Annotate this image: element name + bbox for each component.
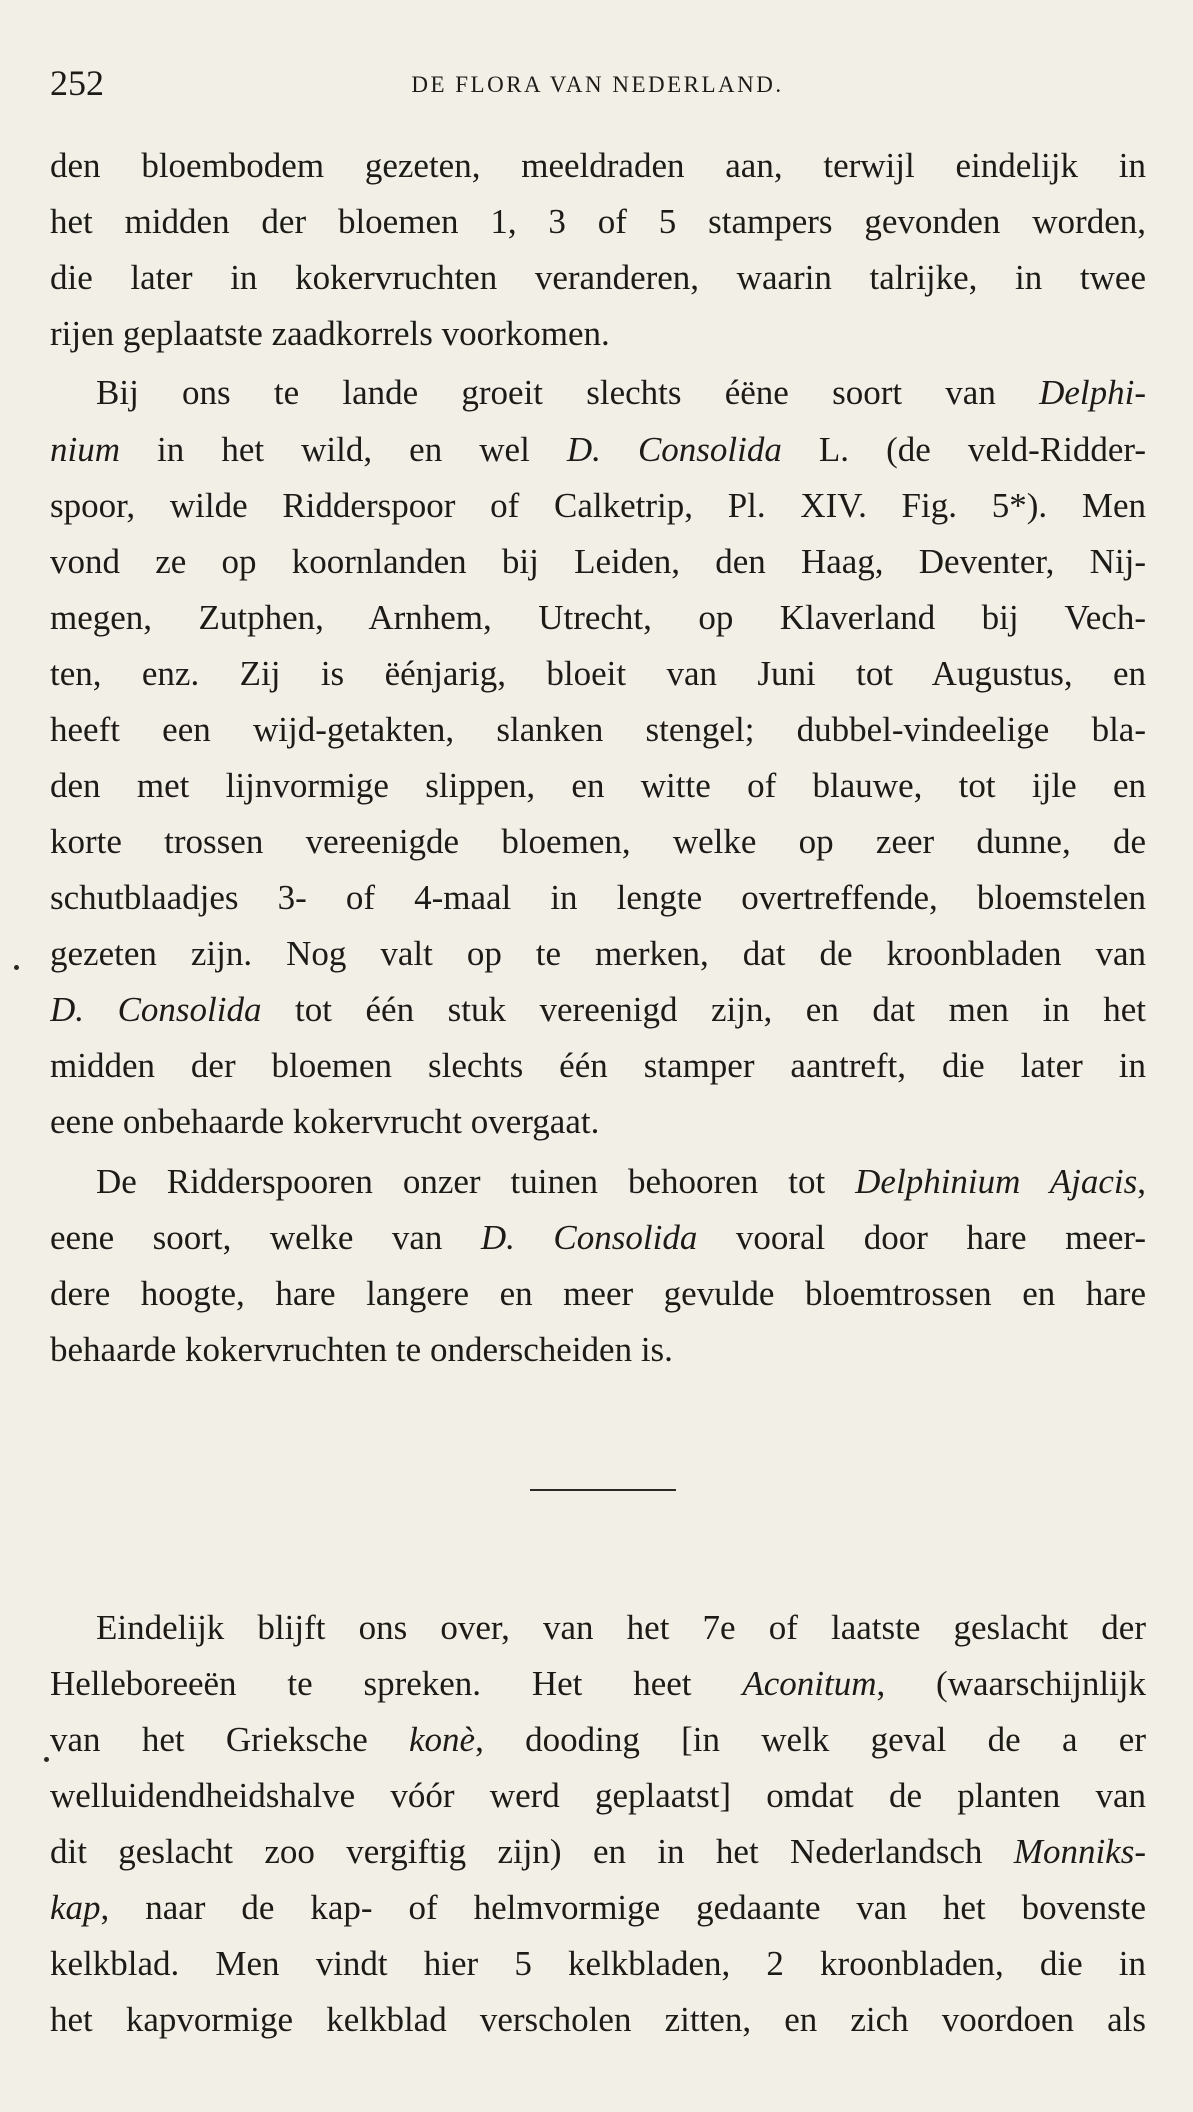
text-segment: , [1137,1162,1146,1201]
text-line [50,1944,1146,1986]
text-segment: Helleboreeën te spreken. Het heet [50,1664,743,1703]
text-line [50,146,1146,188]
text-line [50,822,1146,864]
text-segment: vooral door hare meer- [697,1218,1146,1257]
page-header [50,62,1145,102]
text-segment: het kapvormige kelkblad verscholen zitten, en zich voordoen als [50,2000,1146,2039]
italic-text: Monniks- [1013,1832,1146,1871]
italic-text: Aconitum [742,1664,877,1703]
italic-text: D. Consolida [566,430,782,469]
text-line [50,1776,1146,1818]
text-line [50,1664,1146,1706]
text-line [50,258,1146,300]
section-divider [530,1489,676,1491]
text-line [96,1162,1146,1204]
italic-text: kap [50,1888,101,1927]
text-segment: in het wild, en wel [120,430,567,469]
text-line [96,1608,1146,1650]
text-line [50,1102,1146,1144]
italic-text: D. Consolida [50,990,262,1029]
text-segment: schutblaadjes 3- of 4-maal in lengte overtreffende, bloemstelen [50,878,1146,917]
text-segment: het midden der bloemen 1, 3 of 5 stampers gevonden worden, [50,202,1146,241]
text-line [50,202,1146,244]
text-segment: , dooding [in welk geval de a er [475,1720,1146,1759]
text-segment: korte trossen vereenigde bloemen, welke op zeer dunne, de [50,822,1146,861]
text-segment: gezeten zijn. Nog valt op te merken, dat de kroonbladen van [50,934,1146,973]
text-line [50,430,1146,472]
text-segment: heeft een wijd-getakten, slanken stengel; dubbel-vindeelige bla- [50,710,1146,749]
text-line [50,654,1146,696]
margin-mark [14,965,19,970]
italic-text: konè [409,1720,476,1759]
text-line [50,598,1146,640]
text-segment: midden der bloemen slechts één stamper aantreft, die later in [50,1046,1146,1085]
text-segment: tot één stuk vereenigd zijn, en dat men in het [261,990,1146,1029]
page-number: 252 [50,63,104,103]
text-segment: den bloembodem gezeten, meeldraden aan, terwijl eindelijk in [50,146,1146,185]
text-segment: vond ze op koornlanden bij Leiden, den Haag, Deventer, Nij- [50,542,1146,581]
running-title: DE FLORA VAN NEDERLAND. [411,72,784,97]
text-line [96,373,1146,415]
text-segment: spoor, wilde Ridderspoor of Calketrip, Pl. XIV. Fig. 5*). Men [50,486,1146,525]
text-segment: , (waarschijnlijk [876,1664,1146,1703]
text-line [50,766,1146,808]
text-segment: De Ridderspooren onzer tuinen behooren tot [96,1162,856,1201]
text-line [50,1218,1146,1260]
text-line [50,2000,1146,2042]
italic-text: nium [50,430,120,469]
text-line [50,710,1146,752]
text-line [50,1046,1146,1088]
text-segment: eene onbehaarde kokervrucht overgaat. [50,1102,600,1141]
text-line [50,990,1146,1032]
text-segment: L. (de veld-Ridder- [781,430,1146,469]
text-line [50,1720,1146,1762]
text-line [50,1832,1146,1874]
text-segment: die later in kokervruchten veranderen, waarin talrijke, in twee [50,258,1146,297]
text-line [50,878,1146,920]
text-segment: Eindelijk blijft ons over, van het 7e of laatste geslacht der [96,1608,1146,1647]
text-line [50,1888,1146,1930]
italic-text: Delphi- [1039,373,1146,412]
text-segment: Bij ons te lande groeit slechts éëne soort van [96,373,1040,412]
text-segment: dit geslacht zoo vergiftig zijn) en in het Nederlandsch [50,1832,1014,1871]
italic-text: Delphinium Ajacis [855,1162,1138,1201]
text-segment: rijen geplaatste zaadkorrels voorkomen. [50,314,610,353]
text-segment: ten, enz. Zij is ëénjarig, bloeit van Juni tot Augustus, en [50,654,1146,693]
text-segment: kelkblad. Men vindt hier 5 kelkbladen, 2 kroonbladen, die in [50,1944,1146,1983]
text-segment: den met lijnvormige slippen, en witte of blauwe, tot ijle en [50,766,1146,805]
text-line [50,314,1146,356]
text-segment: van het Grieksche [50,1720,410,1759]
text-line [50,934,1146,976]
text-line [50,486,1146,528]
text-segment: behaarde kokervruchten te onderscheiden is. [50,1330,673,1369]
text-segment: megen, Zutphen, Arnhem, Utrecht, op Klaverland bij Vech- [50,598,1146,637]
italic-text: D. Consolida [480,1218,698,1257]
text-segment: dere hoogte, hare langere en meer gevulde bloemtrossen en hare [50,1274,1146,1313]
text-segment: welluidendheidshalve vóór werd geplaatst] omdat de planten van [50,1776,1146,1815]
text-line [50,1274,1146,1316]
text-segment: eene soort, welke van [50,1218,481,1257]
text-line [50,1330,1146,1372]
text-segment: , naar de kap- of helmvormige gedaante van het bovenste [100,1888,1146,1927]
text-line [50,542,1146,584]
margin-mark [44,1757,49,1762]
